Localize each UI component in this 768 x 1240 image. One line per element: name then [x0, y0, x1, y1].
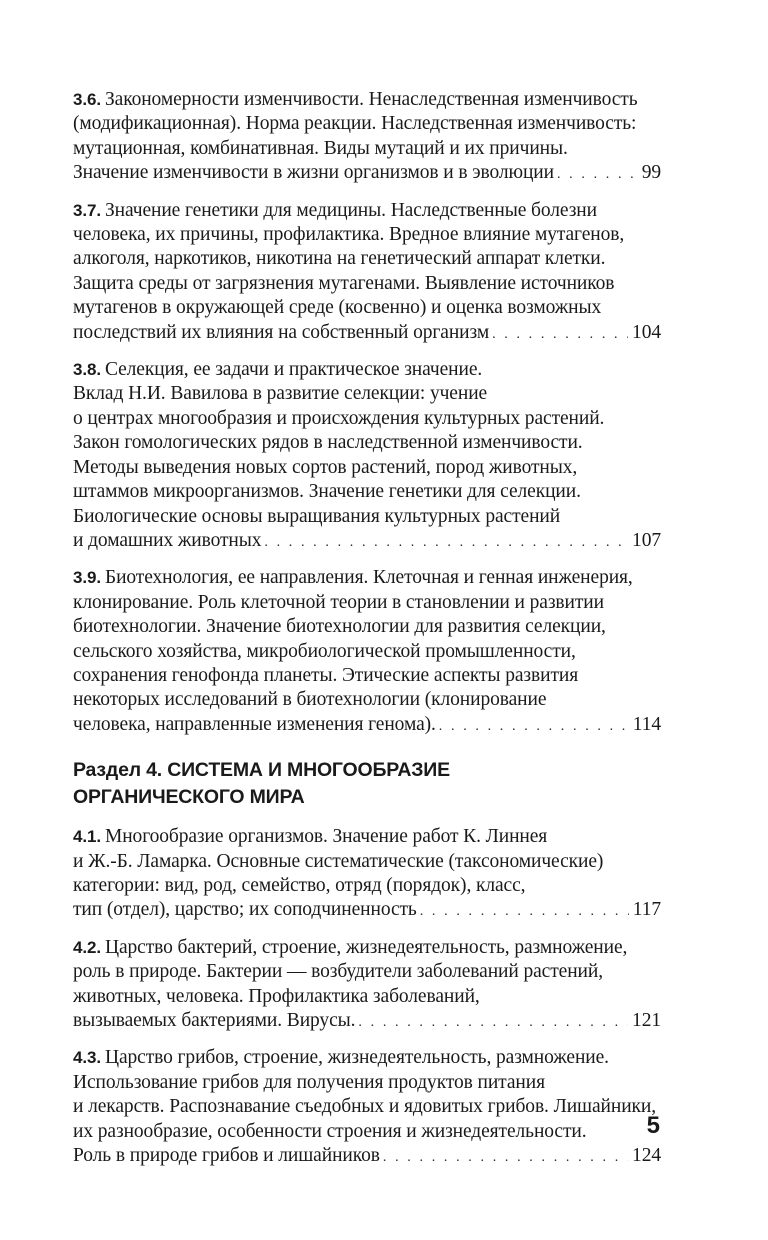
entry-text: Селекция, ее задачи и практическое значение.: [104, 359, 483, 381]
toc-entry: [73, 566, 661, 739]
entry-page-number: 117: [632, 899, 661, 921]
toc-entry: [73, 358, 661, 555]
entry-line: [73, 566, 661, 590]
entry-line: Биологические основы выращивания культурных растений: [73, 505, 561, 527]
entry-line: Вклад Н.И. Вавилова в развитие селекции: учение: [73, 383, 488, 405]
entry-line: Закон гомологических рядов в наследственной изменчивости.: [73, 432, 583, 454]
entry-line: категории: вид, род, семейство, отряд (порядок), класс,: [73, 874, 526, 896]
entry-line: [73, 88, 661, 112]
entry-line: сельского хозяйства, микробиологической промышленности,: [73, 640, 576, 662]
entry-number: 4.3.: [73, 1048, 101, 1068]
entry-line: [73, 1046, 661, 1070]
toc-entry: [73, 825, 661, 925]
entry-text: последствий их влияния на собственный организм: [73, 321, 490, 343]
entry-last-line: [73, 713, 661, 739]
entry-page-number: 104: [632, 321, 661, 343]
entry-line: и Ж.-Б. Ламарка. Основные систематические (таксономические): [73, 850, 604, 872]
entry-page-number: 107: [632, 529, 661, 551]
toc-entry: [73, 1046, 661, 1170]
entry-page-number: 124: [632, 1145, 661, 1167]
entry-last-line: [73, 1144, 661, 1170]
entry-line: клонирование. Роль клеточной теории в становлении и развитии: [73, 591, 604, 613]
entry-line: их разнообразие, особенности строения и жизнедеятельности.: [73, 1120, 587, 1142]
entry-text: Значение генетики для медицины. Наследственные болезни: [104, 199, 597, 221]
entry-last-line: [73, 898, 661, 924]
entry-text: Царство грибов, строение, жизнедеятельность, размножение.: [104, 1047, 609, 1069]
section-heading-line: ОРГАНИЧЕСКОГО МИРА: [73, 786, 305, 809]
entry-number: 3.8.: [73, 360, 101, 380]
entry-text: вызываемых бактериями. Вирусы.: [73, 1010, 356, 1031]
entry-line: животных, человека. Профилактика заболеваний,: [73, 985, 480, 1007]
entry-number: 3.9.: [73, 568, 101, 588]
entry-page-number: 114: [632, 713, 661, 735]
toc-entry: [73, 936, 661, 1036]
entry-line: сохранения генофонда планеты. Этические аспекты развития: [73, 664, 579, 686]
entry-line: [73, 358, 661, 382]
leader-dots: [439, 715, 629, 739]
entry-last-line: [73, 161, 661, 187]
entry-last-line: [73, 529, 661, 555]
entry-text: Царство бактерий, строение, жизнедеятельность, размножение,: [104, 936, 628, 958]
entry-number: 3.7.: [73, 200, 101, 220]
entry-line: штаммов микроорганизмов. Значение генетики для селекции.: [73, 481, 581, 503]
entry-line: биотехнологии. Значение биотехнологии для развития селекции,: [73, 616, 606, 638]
entry-line: [73, 936, 661, 960]
entry-line: о центрах многообразия и происхождения культурных растений.: [73, 407, 605, 429]
entry-line: роль в природе. Бактерии — возбудители заболеваний растений,: [73, 961, 603, 983]
entry-page-number: 99: [641, 162, 661, 184]
leader-dots: [264, 531, 628, 555]
page-number: 5: [646, 1112, 660, 1139]
section-heading: [73, 757, 661, 811]
entry-text: Биотехнология, ее направления. Клеточная и генная инженерия,: [104, 567, 633, 589]
entry-text: человека, направленные изменения генома).: [73, 713, 436, 735]
entry-text: Значение изменчивости в жизни организмов и в эволюции: [73, 162, 554, 184]
entry-line: алкоголя, наркотиков, никотина на генетический аппарат клетки.: [73, 248, 606, 270]
entry-number: 4.2.: [73, 937, 101, 957]
entry-last-line: [73, 321, 661, 347]
toc-entry: [73, 88, 661, 188]
entry-line: некоторых исследований в биотехнологии (клонирование: [73, 689, 547, 711]
entry-line: мутагенов в окружающей среде (косвенно) и оценка возможных: [73, 297, 602, 319]
entry-number: 3.6.: [73, 90, 101, 109]
entry-text: Закономерности изменчивости. Ненаследственная изменчивость: [104, 89, 638, 110]
entry-text: Роль в природе грибов и лишайников: [73, 1145, 380, 1167]
table-of-contents: [73, 88, 661, 1170]
leader-dots: [557, 163, 638, 187]
entry-line: Методы выведения новых сортов растений, пород животных,: [73, 456, 578, 478]
entry-line: и лекарств. Распознавание съедобных и ядовитых грибов. Лишайники,: [73, 1096, 657, 1118]
entry-page-number: 121: [632, 1010, 661, 1031]
leader-dots: [420, 900, 629, 924]
entry-text: тип (отдел), царство; их соподчиненность: [73, 899, 417, 921]
entry-line: (модификационная). Норма реакции. Наследственная изменчивость:: [73, 113, 637, 135]
entry-last-line: [73, 1009, 661, 1035]
entry-text: Многообразие организмов. Значение работ К. Линнея: [104, 826, 548, 848]
entry-line: Защита среды от загрязнения мутагенами. Выявление источников: [73, 272, 615, 294]
leader-dots: [383, 1146, 628, 1170]
leader-dots: [492, 323, 628, 347]
entry-line: человека, их причины, профилактика. Вредное влияние мутагенов,: [73, 224, 625, 246]
toc-entry: [73, 199, 661, 347]
section-heading-line: Раздел 4. СИСТЕМА И МНОГООБРАЗИЕ: [73, 759, 450, 782]
entry-line: [73, 199, 661, 223]
entry-text: и домашних животных: [73, 529, 262, 551]
entry-line: мутационная, комбинативная. Виды мутаций и их причины.: [73, 137, 568, 159]
entry-number: 4.1.: [73, 827, 101, 847]
leader-dots: [358, 1011, 628, 1035]
entry-line: Использование грибов для получения продуктов питания: [73, 1071, 545, 1093]
entry-line: [73, 825, 661, 849]
